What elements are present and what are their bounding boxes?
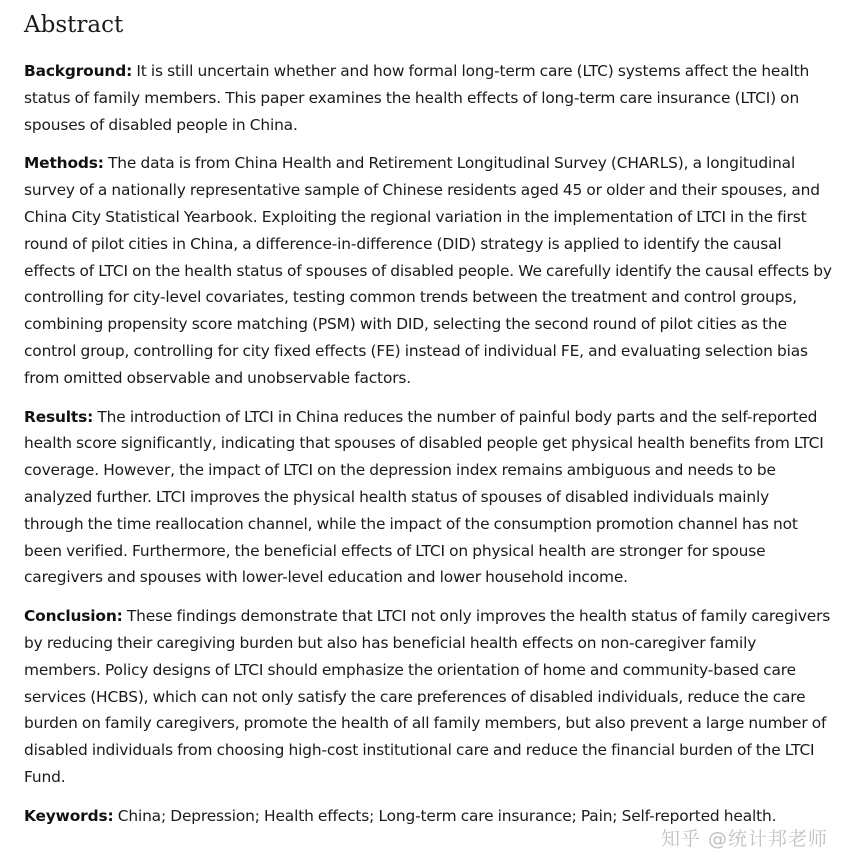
methods-text: The data is from China Health and Retirement Longitudinal Survey (CHARLS), a longitudinal survey of a nationally representative sample of Chinese residents aged 45 or older and their spouses, and China City Statistical Yearbook. Exploiting the regional variation in the implementation of LTCI in the first round of pilot cities in China, a difference-in-difference (DID) strategy is applied to identify the causal effects of LTCI on the health status of spouses of disabled people. We carefully identify the causal effects by controlling for city-level covariates, testing common trends between the treatment and control groups, combining propensity score matching (PSM) with DID, selecting the second round of pilot cities as the control group, controlling for city fixed effects (FE) instead of individual FE, and evaluating selection bias from omitted observable and unobservable factors. [24, 154, 832, 387]
results-paragraph [24, 404, 832, 592]
methods-label: Methods: [24, 154, 104, 173]
background-paragraph [24, 58, 832, 138]
watermark: 知乎 @统计邦老师 [660, 828, 828, 850]
results-label: Results: [24, 407, 94, 426]
keywords-text: China; Depression; Health effects; Long-term care insurance; Pain; Self-reported health. [117, 806, 777, 825]
conclusion-paragraph [24, 603, 832, 791]
abstract-section [24, 8, 832, 842]
conclusion-label: Conclusion: [24, 607, 123, 626]
conclusion-text: These findings demonstrate that LTCI not only improves the health status of family caregivers by reducing their caregiving burden but also has beneficial health effects on non-caregiver family members. Policy designs of LTCI should emphasize the orientation of home and community-based care services (HCBS), which can not only satisfy the care preferences of disabled individuals, reduce the care burden on family caregivers, promote the health of all family members, but also prevent a large number of disabled individuals from choosing high-cost institutional care and reduce the financial burden of the LTCI Fund. [24, 607, 831, 786]
results-text: The introduction of LTCI in China reduces the number of painful body parts and the self-reported health score significantly, indicating that spouses of disabled people get physical health benefits from LTCI coverage. However, the impact of LTCI on the depression index remains ambiguous and needs to be analyzed further. LTCI improves the physical health status of spouses of disabled individuals mainly through the time reallocation channel, while the impact of the consumption promotion channel has not been verified. Furthermore, the beneficial effects of LTCI on physical health are stronger for spouse caregivers and spouses with lower-level education and lower household income. [24, 407, 824, 587]
methods-paragraph [24, 150, 832, 391]
abstract-title: Abstract [24, 12, 124, 38]
background-label: Background: [24, 62, 133, 80]
background-text: It is still uncertain whether and how formal long-term care (LTC) systems affect the health status of family members. This paper examines the health effects of long-term care insurance (LTCI) on spouses of disabled people in China. [24, 62, 810, 134]
keywords-label: Keywords: [24, 806, 114, 825]
